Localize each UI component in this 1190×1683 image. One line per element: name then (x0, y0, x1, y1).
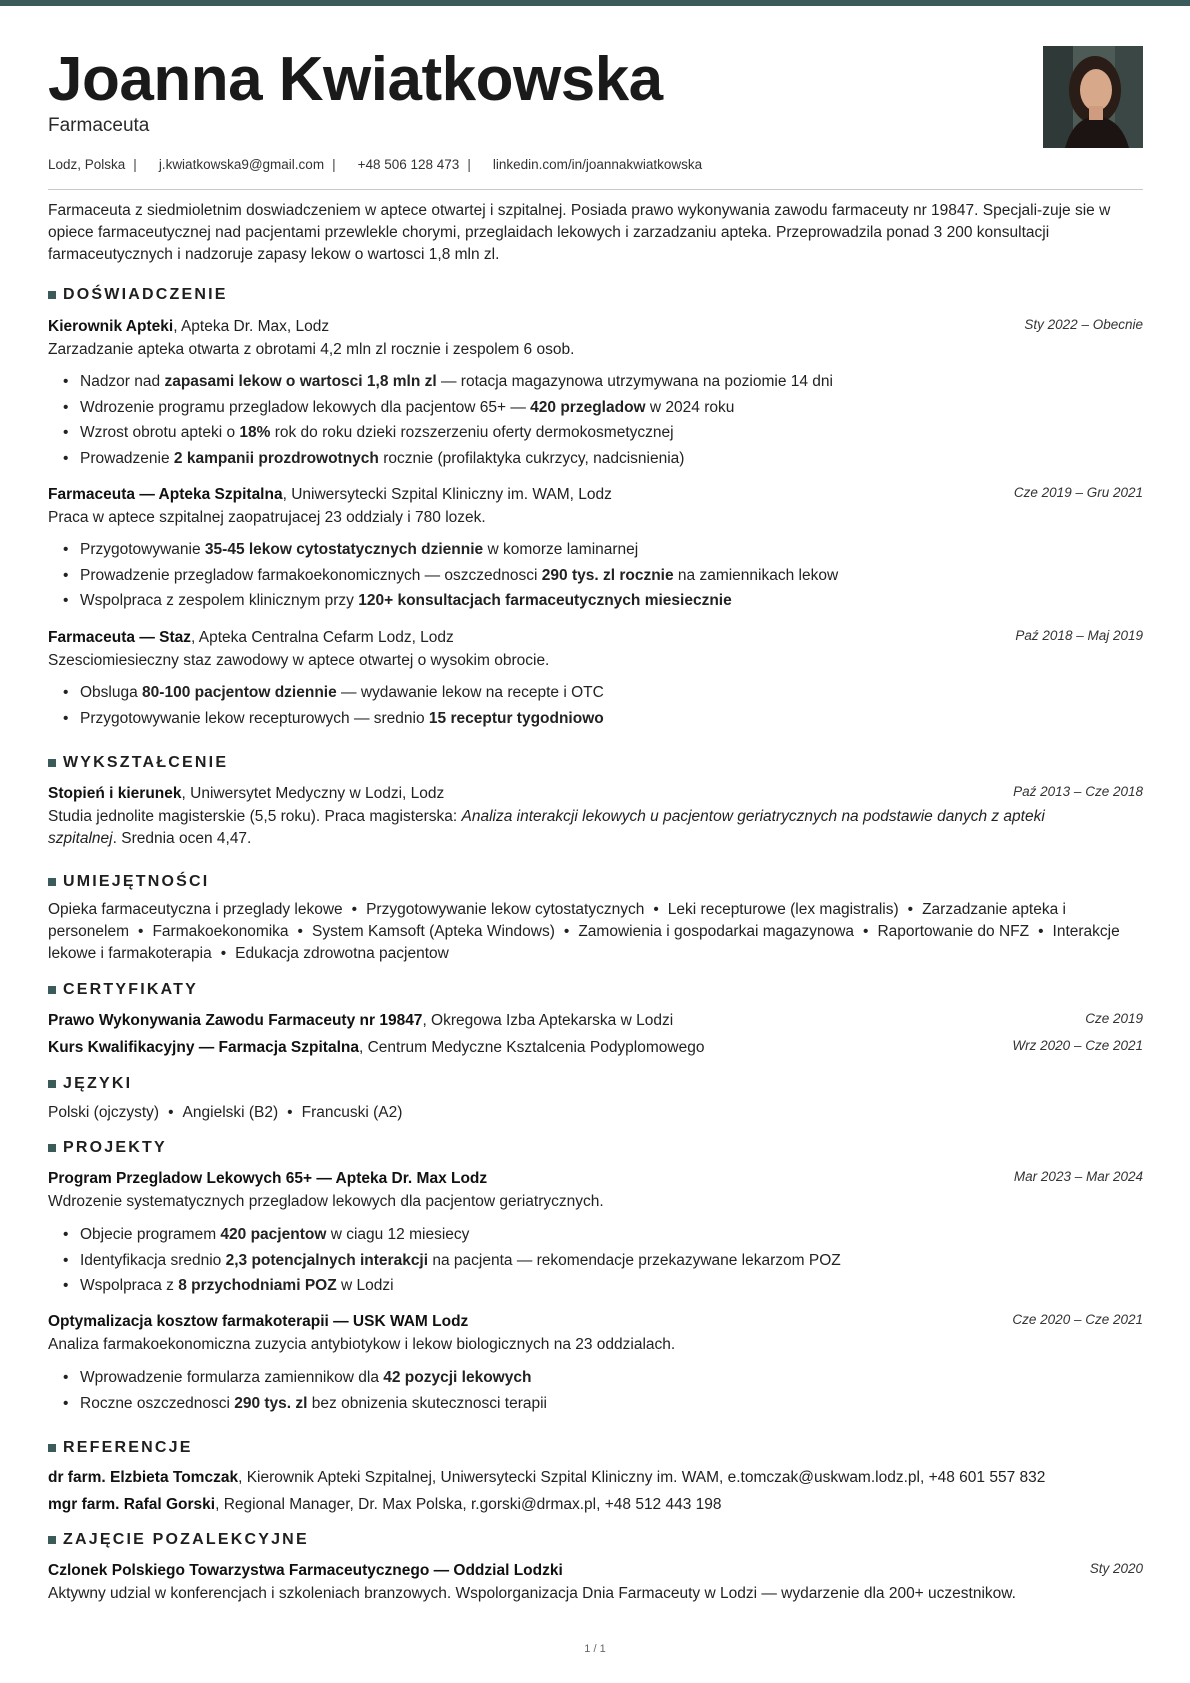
bullet-separator: • (351, 901, 358, 918)
page-number: 1 / 1 (584, 1643, 606, 1655)
contact-row: Lodz, Polska | j.kwiatkowska9@gmail.com | +48 506 128 473 | linkedin.com/in/joannakwiatkowska (48, 157, 710, 172)
job-header: Farmaceuta — Staz, Apteka Centralna Cefarm Lodz, Lodz (48, 629, 454, 646)
project-bullet-item: • Wprowadzenie formularza zamiennikow dla 42 pozycji lekowych (80, 1365, 1143, 1391)
job-description: Zarzadzanie apteka otwarta z obrotami 4,2 mln zl rocznie i zespolem 6 osob. (48, 341, 575, 358)
job-bullet-item: • Obsluga 80-100 pacjentow dziennie — wydawanie lekow na recepte i OTC (80, 680, 1143, 706)
profile-photo (1043, 46, 1143, 148)
language-item: Angielski (B2) (182, 1104, 279, 1121)
bullet-separator: • (297, 923, 303, 940)
skill-item: Interakcje lekowe i farmakoterapia (48, 923, 1120, 962)
job-bullet-item: • Wspolpraca z zespolem klinicznym przy 120+ konsultacjach farmaceutycznych miesiecznie (80, 588, 1143, 614)
bullet-separator: • (1038, 923, 1044, 940)
certificate-date: Cze 2019 (1085, 1011, 1143, 1026)
bullet-separator: • (220, 945, 227, 962)
section-title-skills: UMIEJĘTNOŚCI (48, 873, 209, 891)
contact-location: Lodz, Polska (48, 157, 126, 172)
section-title-experience: DOŚWIADCZENIE (48, 286, 228, 304)
skill-item: Edukacja zdrowotna pacjentow (235, 945, 449, 962)
job-bullet-item: • Nadzor nad zapasami lekow o wartosci 1,8 mln zl — rotacja magazynowa utrzymywana na poziomie 14 dni (80, 369, 1143, 395)
job-bullet-item: • Przygotowywanie lekow recepturowych — srednio 15 receptur tygodniowo (80, 706, 1143, 732)
project-bullet-item: • Identyfikacja srednio 2,3 potencjalnych interakcji na pacjenta — rekomendacje przekazywane lekarzom POZ (80, 1248, 1143, 1274)
skill-item: Farmakoekonomika (152, 923, 289, 940)
section-marker-icon (48, 986, 56, 994)
section-title-languages: JĘZYKI (48, 1075, 132, 1093)
project-date: Mar 2023 – Mar 2024 (1013, 1169, 1143, 1184)
project-description: Analiza farmakoekonomiczna zuzycia antybiotykow i lekow biologicznych na 23 oddzialach. (48, 1336, 676, 1353)
project-bullets (48, 1365, 1143, 1416)
contact-phone[interactable]: +48 506 128 473 (357, 157, 460, 172)
language-item: Polski (ojczysty) (48, 1104, 160, 1121)
header-divider (48, 189, 1143, 190)
profile-summary: Farmaceuta z siedmioletnim doswiadczeniem w aptece otwartej i szpitalnej. Posiada prawo wykonywania zawodu farmaceuty nr 19847. Specjali-zuje sie w opiece farmaceutycznej nad pacjentami przewlekle chorymi, przeglaidach lekowych i zarzadzaniu apteka. Przeprowadzila ponad 3 200 konsultacji farmaceutycznych i nadzoruje zapasy lekow o wartosci 1,8 mln zl. (48, 202, 1111, 263)
bullet-separator: • (863, 923, 869, 940)
skill-item: Leki recepturowe (lex magistralis) (667, 901, 899, 918)
bullet-separator: • (287, 1104, 293, 1121)
section-title-activities: ZAJĘCIE POZALEKCYJNE (48, 1531, 309, 1549)
contact-email[interactable]: j.kwiatkowska9@gmail.com (158, 157, 325, 172)
job-description: Szesciomiesieczny staz zawodowy w aptece otwartej o wysokim obrocie. (48, 652, 550, 669)
top-accent-bar (0, 0, 1190, 6)
certificate-item: Prawo Wykonywania Zawodu Farmaceuty nr 19847, Okregowa Izba Aptekarska w Lodzi (48, 1012, 674, 1029)
job-bullets (48, 369, 1143, 471)
section-marker-icon (48, 291, 56, 299)
section-title-certificates: CERTYFIKATY (48, 981, 198, 999)
job-header: Kierownik Apteki, Apteka Dr. Max, Lodz (48, 318, 330, 335)
section-title-projects: PROJEKTY (48, 1139, 167, 1157)
candidate-name: Joanna Kwiatkowska (48, 45, 663, 114)
project-bullet-item: • Wspolpraca z 8 przychodniami POZ w Lodzi (80, 1273, 1143, 1299)
skill-item: Opieka farmaceutyczna i przeglady lekowe (48, 901, 343, 918)
reference-item: dr farm. Elzbieta Tomczak, Kierownik Apteki Szpitalnej, Uniwersytecki Szpital Kliniczny im. WAM, e.tomczak@uskwam.lodz.pl, +48 601 557 832 (48, 1469, 1046, 1486)
project-header: Program Przegladow Lekowych 65+ — Apteka Dr. Max Lodz (48, 1170, 488, 1187)
candidate-title: Farmaceuta (48, 115, 150, 136)
project-bullet-item: • Roczne oszczednosci 290 tys. zl bez obnizenia skutecznosci terapii (80, 1391, 1143, 1417)
job-bullet-item: • Wzrost obrotu apteki o 18% rok do roku dzieki rozszerzeniu oferty dermokosmetycznej (80, 420, 1143, 446)
section-title-education: WYKSZTAŁCENIE (48, 754, 228, 772)
job-bullet-item: • Wdrozenie programu przegladow lekowych dla pacjentow 65+ — 420 przegladow w 2024 roku (80, 395, 1143, 421)
education-date: Paź 2013 – Cze 2018 (1013, 784, 1143, 799)
section-marker-icon (48, 878, 56, 886)
reference-item: mgr farm. Rafal Gorski, Regional Manager, Dr. Max Polska, r.gorski@drmax.pl, +48 512 443 198 (48, 1496, 722, 1513)
bullet-separator: • (907, 901, 914, 918)
job-date: Cze 2019 – Gru 2021 (1013, 485, 1143, 500)
project-date: Cze 2020 – Cze 2021 (1012, 1312, 1143, 1327)
languages-list (48, 1102, 1143, 1124)
section-marker-icon (48, 1444, 56, 1452)
job-bullet-item: • Przygotowywanie 35-45 lekow cytostatycznych dziennie w komorze laminarnej (80, 537, 1143, 563)
job-bullet-item: • Prowadzenie przegladow farmakoekonomicznych — oszczednosci 290 tys. zl rocznie na zamiennikach lekow (80, 563, 1143, 589)
section-marker-icon (48, 1144, 56, 1152)
job-bullets (48, 537, 1143, 614)
language-item: Francuski (A2) (301, 1104, 403, 1121)
section-title-references: REFERENCJE (48, 1439, 193, 1457)
job-header: Farmaceuta — Apteka Szpitalna, Uniwersytecki Szpital Kliniczny im. WAM, Lodz (48, 486, 612, 503)
section-marker-icon (48, 1536, 56, 1544)
contact-linkedin[interactable]: linkedin.com/in/joannakwiatkowska (492, 157, 703, 172)
job-date: Paź 2018 – Maj 2019 (1015, 628, 1143, 643)
certificate-date: Wrz 2020 – Cze 2021 (1012, 1038, 1143, 1053)
job-bullet-item: • Prowadzenie 2 kampanii prozdrowotnych rocznie (profilaktyka cukrzycy, nadcisnienia) (80, 446, 1143, 472)
skill-item: Raportowanie do NFZ (877, 923, 1030, 940)
section-marker-icon (48, 1080, 56, 1088)
project-bullet-item: • Objecie programem 420 pacjentow w ciagu 12 miesiecy (80, 1222, 1143, 1248)
job-date: Sty 2022 – Obecnie (1024, 317, 1143, 332)
bullet-separator: • (138, 923, 144, 940)
skill-item: Zamowienia i gospodarkai magazynowa (578, 923, 855, 940)
bullet-separator: • (653, 901, 659, 918)
activity-date: Sty 2020 (1089, 1561, 1143, 1576)
skills-list (48, 899, 1143, 965)
job-description: Praca w aptece szpitalnej zaopatrujacej 23 oddzialy i 780 lozek. (48, 509, 486, 526)
bullet-separator: • (563, 923, 570, 940)
activity-description: Aktywny udzial w konferencjach i szkoleniach branzowych. Wspolorganizacja Dnia Farmaceuty w Lodzi — wydarzenie dla 200+ uczestnikow. (48, 1585, 1016, 1602)
education-header: Stopień i kierunek, Uniwersytet Medyczny w Lodzi, Lodz (48, 785, 445, 802)
project-bullets (48, 1222, 1143, 1299)
activity-header: Czlonek Polskiego Towarzystwa Farmaceutycznego — Oddzial Lodzki (48, 1562, 563, 1579)
job-bullets (48, 680, 1143, 731)
project-description: Wdrozenie systematycznych przegladow lekowych dla pacjentow geriatrycznych. (48, 1193, 604, 1210)
section-marker-icon (48, 759, 56, 767)
skill-item: Zarzadzanie apteka i personelem (48, 901, 1066, 940)
skill-item: Przygotowywanie lekow cytostatycznych (366, 901, 645, 918)
project-header: Optymalizacja kosztow farmakoterapii — USK WAM Lodz (48, 1313, 469, 1330)
education-description: Studia jednolite magisterskie (5,5 roku). Praca magisterska: Analiza interakcji lekowych u pacjentow geriatrycznych na podstawie danych z apteki szpitalnej. Srednia ocen 4,47. (48, 808, 1045, 847)
bullet-separator: • (168, 1104, 174, 1121)
certificate-item: Kurs Kwalifikacyjny — Farmacja Szpitalna, Centrum Medyczne Ksztalcenia Podyplomowego (48, 1039, 705, 1056)
skill-item: System Kamsoft (Apteka Windows) (311, 923, 555, 940)
